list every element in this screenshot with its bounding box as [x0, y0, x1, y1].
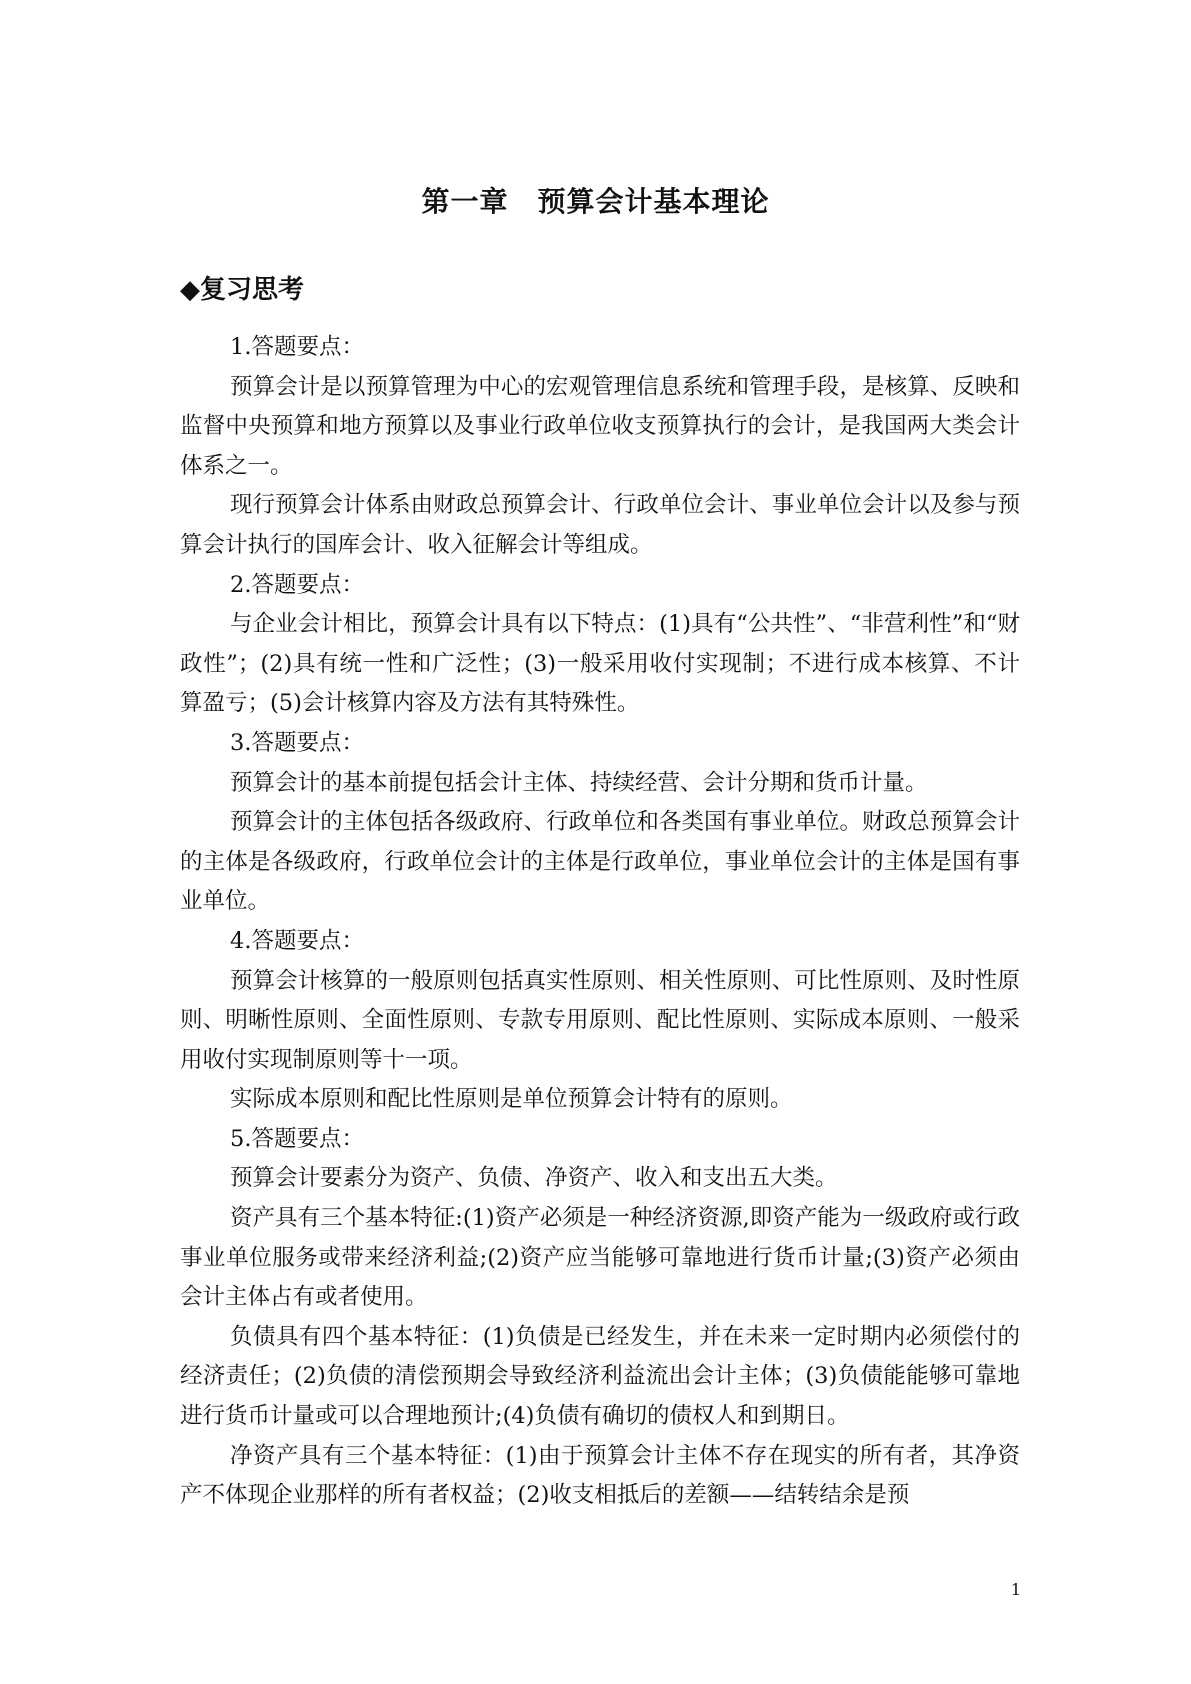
paragraph: 预算会计是以预算管理为中心的宏观管理信息系统和管理手段，是核算、反映和监督中央预算和地方预算以及事业行政单位收支预算执行的会计，是我国两大类会计体系之一。 — [180, 373, 1020, 479]
paragraph: 实际成本原则和配比性原则是单位预算会计特有的原则。 — [230, 1086, 793, 1113]
paragraph: 负债具有四个基本特征：(1)负债是已经发生，并在未来一定时期内必须偿付的经济责任；(2)负债的清偿预期会导致经济利益流出会计主体；(3)负债能能够可靠地进行货币计量或可以合理地预计;(4)负债有确切的债权人和到期日。 — [180, 1323, 1020, 1430]
paragraph: 净资产具有三个基本特征：(1)由于预算会计主体不存在现实的所有者，其净资产不体现企业那样的所有者权益；(2)收支相抵后的差额——结转结余是预 — [180, 1442, 1020, 1509]
paragraph: 预算会计要素分为资产、负债、净资产、收入和支出五大类。 — [230, 1165, 838, 1192]
body-text — [180, 328, 1020, 1516]
answer-label-4: 4.答题要点： — [230, 927, 364, 954]
paragraph: 资产具有三个基本特征:(1)资产必须是一种经济资源,即资产能为一级政府或行政事业单位服务或带来经济利益;(2)资产应当能够可靠地进行货币计量;(3)资产必须由会计主体占有或者使用。 — [180, 1205, 1020, 1311]
page-number: 1 — [1010, 1580, 1021, 1599]
answer-label-1: 1.答题要点： — [230, 334, 364, 360]
paragraph: 预算会计核算的一般原则包括真实性原则、相关性原则、可比性原则、及时性原则、明晰性原则、全面性原则、专款专用原则、配比性原则、实际成本原则、一般采用收付实现制原则等十一项。 — [180, 967, 1020, 1073]
answer-label-3: 3.答题要点： — [230, 729, 364, 756]
answer-label-2: 2.答题要点： — [230, 571, 364, 598]
section-heading: ◆复习思考 — [180, 275, 304, 305]
paragraph: 预算会计的基本前提包括会计主体、持续经营、会计分期和货币计量。 — [230, 769, 928, 796]
paragraph: 与企业会计相比，预算会计具有以下特点：(1)具有“公共性”、“非营利性”和“财政性”；(2)具有统一性和广泛性；(3)一般采用收付实现制；不进行成本核算、不计算盈亏；(5)会计核算内容及方法有其特殊性。 — [180, 611, 1020, 717]
answer-label-5: 5.答题要点： — [230, 1125, 364, 1152]
paragraph: 现行预算会计体系由财政总预算会计、行政单位会计、事业单位会计以及参与预算会计执行的国库会计、收入征解会计等组成。 — [180, 492, 1020, 558]
paragraph: 预算会计的主体包括各级政府、行政单位和各类国有事业单位。财政总预算会计的主体是各级政府，行政单位会计的主体是行政单位，事业单位会计的主体是国有事业单位。 — [180, 809, 1020, 915]
chapter-title: 第一章 预算会计基本理论 — [421, 185, 770, 218]
